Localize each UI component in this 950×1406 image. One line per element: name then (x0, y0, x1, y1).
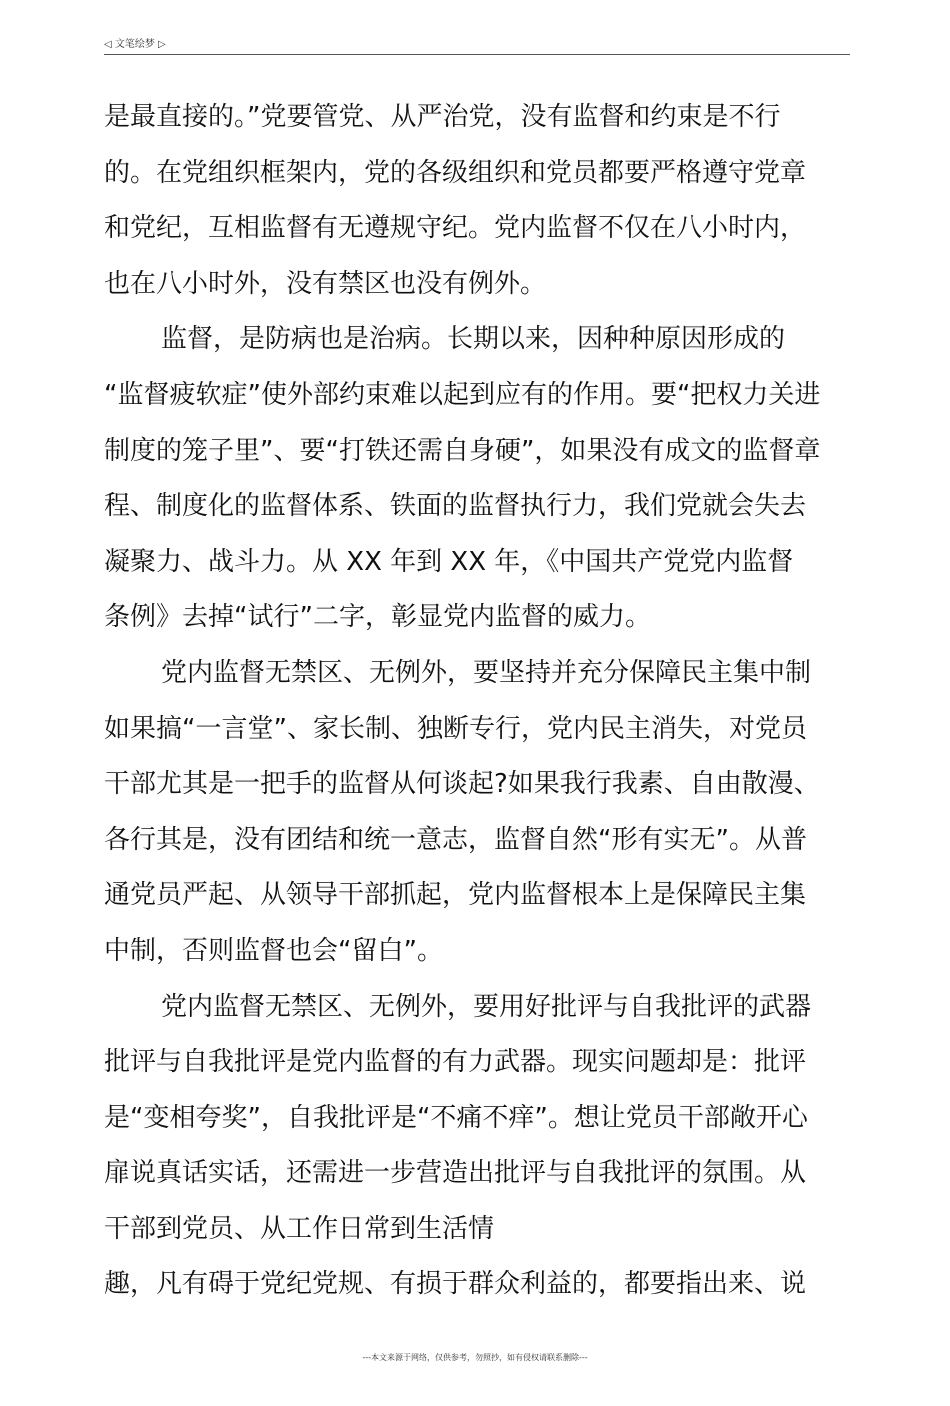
text-line: 凝聚力、战斗力。从 XX 年到 XX 年，《中国共产党党内监督 (104, 546, 794, 577)
text-line: 条例》去掉“试行”二字，彰显党内监督的威力。 (104, 602, 651, 633)
text-line: 扉说真话实话，还需进一步营造出批评与自我批评的氛围。从 (104, 1158, 807, 1189)
page-header (104, 38, 850, 55)
text-line: 也在八小时外，没有禁区也没有例外。 (104, 268, 547, 299)
text-line: 干部到党员、从工作日常到生活情 (104, 1213, 495, 1244)
document-body (104, 90, 850, 1313)
text-line: 如果搞“一言堂”、家长制、独断专行，党内民主消失，对党员 (104, 713, 807, 744)
paragraph-first-line: 监督，是防病也是治病。长期以来，因种种原因形成的 (161, 324, 786, 355)
paragraph-first-line: 党内监督无禁区、无例外，要坚持并充分保障民主集中制 (161, 657, 812, 688)
text-line: 中制，否则监督也会“留白”。 (104, 935, 443, 966)
text-line: “监督疲软症”使外部约束难以起到应有的作用。要“把权力关进 (104, 379, 821, 410)
paragraph-first-line: 党内监督无禁区、无例外，要用好批评与自我批评的武器 (161, 991, 812, 1022)
text-line: 是最直接的。”党要管党、从严治党，没有监督和约束是不行 (104, 102, 781, 132)
text-line: 各行其是，没有团结和统一意志，监督自然“形有实无”。从普 (104, 824, 807, 855)
text-line: 是“变相夸奖”，自我批评是“不痛不痒”。想让党员干部敞开心 (104, 1102, 808, 1133)
header-text: ◁ 文笔绘梦 ▷ (104, 39, 166, 50)
text-line: 干部尤其是一把手的监督从何谈起?如果我行我素、自由散漫、 (104, 769, 820, 800)
text-line: 通党员严起、从领导干部抓起，党内监督根本上是保障民主集 (104, 880, 807, 911)
text-line: 批评与自我批评是党内监督的有力武器。现实问题却是：批评 (104, 1047, 807, 1078)
text-line: 的。在党组织框架内，党的各级组织和党员都要严格遵守党章 (104, 157, 807, 188)
text-line: 和党纪，互相监督有无遵规守纪。党内监督不仅在八小时内， (104, 213, 807, 244)
text-line: 程、制度化的监督体系、铁面的监督执行力，我们党就会失去 (104, 491, 807, 522)
text-line: 制度的笼子里”、要“打铁还需自身硬”，如果没有成文的监督章 (104, 435, 821, 466)
page-footer: ---本文来源于网络，仅供参考，勿照抄，如有侵权请联系删除--- (362, 1353, 588, 1362)
text-line: 趣，凡有碍于党纪党规、有损于群众利益的，都要指出来、说 (104, 1269, 807, 1300)
